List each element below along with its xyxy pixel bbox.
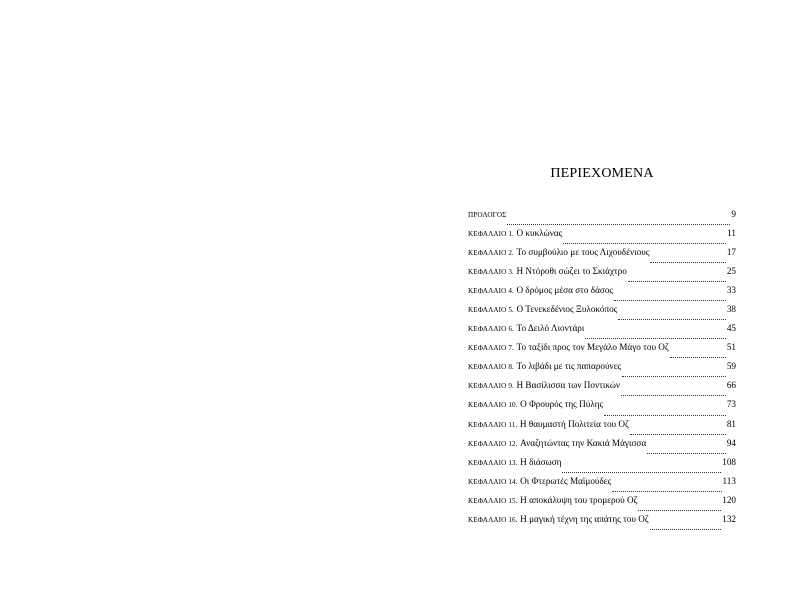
toc-entry-prefix: ΚΕΦΑΛΑΙΟ 4. bbox=[468, 287, 514, 296]
toc-entry-title: Η αποκάλυψη του τρομερού Οζ bbox=[520, 494, 638, 505]
toc-entry bbox=[468, 228, 736, 247]
toc-entry-page: 25 bbox=[726, 266, 736, 277]
toc-entry bbox=[468, 323, 736, 342]
toc-entry-title: Ο κυκλώνας bbox=[516, 228, 563, 239]
toc-entry bbox=[468, 266, 736, 285]
toc-entry-page: 59 bbox=[726, 361, 736, 372]
toc-entry-page: 38 bbox=[726, 304, 736, 315]
toc-entry-prefix: ΚΕΦΑΛΑΙΟ 2. bbox=[468, 249, 514, 258]
toc-entry-prefix: ΚΕΦΑΛΑΙΟ 7. bbox=[468, 344, 514, 353]
toc-entry-leader bbox=[622, 376, 726, 377]
toc-list bbox=[468, 209, 736, 533]
toc-entry-page: 81 bbox=[726, 418, 736, 429]
toc-entry bbox=[468, 304, 736, 323]
toc-entry-title: Αναζητώντας την Κακιά Μάγισσα bbox=[520, 437, 647, 448]
toc-entry-title: Το ταξίδι προς τον Μεγάλο Μάγο του Οζ bbox=[516, 342, 669, 353]
toc-entry-title: Το Δειλό Λιοντάρι bbox=[516, 323, 585, 334]
toc-entry bbox=[468, 209, 736, 228]
toc-entry-leader bbox=[614, 300, 726, 301]
toc-entry bbox=[468, 399, 736, 418]
toc-entry-prefix: ΚΕΦΑΛΑΙΟ 11. bbox=[468, 420, 518, 429]
toc-entry-page: 132 bbox=[722, 513, 736, 524]
toc-entry-prefix: ΚΕΦΑΛΑΙΟ 5. bbox=[468, 306, 514, 315]
toc-entry-page: 113 bbox=[722, 475, 736, 486]
toc-entry-leader bbox=[563, 243, 726, 244]
toc-entry-leader bbox=[604, 415, 726, 416]
toc-entry bbox=[468, 419, 736, 438]
toc-entry bbox=[468, 438, 736, 457]
toc-entry-leader bbox=[650, 262, 725, 263]
toc-entry-leader bbox=[638, 510, 721, 511]
toc-entry-title: Οι Φτερωτές Μαϊμούδες bbox=[520, 475, 612, 486]
toc-entry bbox=[468, 457, 736, 476]
toc-entry-leader bbox=[507, 224, 730, 225]
toc-entry bbox=[468, 285, 736, 304]
toc-entry-prefix: ΚΕΦΑΛΑΙΟ 8. bbox=[468, 363, 514, 372]
toc-entry-prefix: ΚΕΦΑΛΑΙΟ 10. bbox=[468, 401, 518, 410]
toc-entry-page: 66 bbox=[726, 380, 736, 391]
toc-entry-prefix: ΚΕΦΑΛΑΙΟ 1. bbox=[468, 230, 514, 239]
toc-heading: ΠΕΡΙΕΧΟΜΕΝΑ bbox=[550, 166, 654, 181]
toc-entry-title: Το λιβάδι με τις παπαρούνες bbox=[516, 361, 622, 372]
toc-entry-leader bbox=[647, 453, 726, 454]
toc-entry-title: Ο Τενεκεδένιος Ξυλοκόπος bbox=[516, 304, 618, 315]
toc-entry-title: Ο Φρουρός της Πύλης bbox=[520, 399, 604, 410]
toc-entry-page: 73 bbox=[726, 399, 736, 410]
toc-entry-leader bbox=[612, 491, 721, 492]
toc-entry-page: 11 bbox=[727, 228, 736, 239]
toc-entry-title: Το συμβούλιο με τους Λιχουδένιους bbox=[516, 247, 650, 258]
toc-entry-title: Ο δρόμος μέσα στο δάσος bbox=[516, 285, 614, 296]
toc-entry-leader bbox=[585, 338, 725, 339]
toc-entry-prefix: ΚΕΦΑΛΑΙΟ 15. bbox=[468, 496, 518, 505]
toc-entry-leader bbox=[650, 529, 722, 530]
toc-entry-title: Η θαυμαστή Πολιτεία του Οζ bbox=[519, 418, 629, 429]
toc-entry-page: 51 bbox=[726, 342, 736, 353]
toc-entry bbox=[468, 247, 736, 266]
toc-entry-prefix: ΚΕΦΑΛΑΙΟ 12. bbox=[468, 439, 518, 448]
toc-entry-prefix: ΚΕΦΑΛΑΙΟ 6. bbox=[468, 325, 514, 334]
toc-entry-prefix: ΠΡΟΛΟΓΟΣ bbox=[468, 211, 507, 219]
toc-entry-page: 9 bbox=[731, 209, 736, 219]
toc-entry bbox=[468, 514, 736, 533]
toc-entry-title: Η μαγική τέχνη της απάτης του Οζ bbox=[520, 513, 649, 524]
toc-entry-title: Η Βασίλισσα των Ποντικών bbox=[516, 380, 621, 391]
toc-entry-leader bbox=[618, 319, 726, 320]
toc-entry bbox=[468, 380, 736, 399]
toc-entry bbox=[468, 476, 736, 495]
toc-entry-page: 33 bbox=[726, 285, 736, 296]
toc-entry-prefix: ΚΕΦΑΛΑΙΟ 9. bbox=[468, 382, 514, 391]
toc-entry-title: Η διάσωση bbox=[520, 456, 562, 467]
toc-entry-page: 45 bbox=[726, 323, 736, 334]
toc-entry-leader bbox=[630, 434, 726, 435]
toc-entry-leader bbox=[670, 357, 726, 358]
toc-entry-leader bbox=[621, 395, 726, 396]
toc-entry-prefix: ΚΕΦΑΛΑΙΟ 13. bbox=[468, 458, 518, 467]
toc-entry-page: 17 bbox=[726, 247, 736, 258]
toc-entry bbox=[468, 342, 736, 361]
toc-entry bbox=[468, 361, 736, 380]
toc-entry-leader bbox=[628, 281, 726, 282]
toc-entry bbox=[468, 495, 736, 514]
toc-entry-prefix: ΚΕΦΑΛΑΙΟ 3. bbox=[468, 268, 514, 277]
toc-entry-leader bbox=[562, 472, 721, 473]
toc-entry-prefix: ΚΕΦΑΛΑΙΟ 16. bbox=[468, 515, 518, 524]
toc-entry-page: 108 bbox=[722, 456, 736, 467]
toc-entry-title: Η Ντόροθι σώζει το Σκιάχτρο bbox=[516, 266, 627, 277]
toc-entry-prefix: ΚΕΦΑΛΑΙΟ 14. bbox=[468, 477, 518, 486]
toc-entry-page: 94 bbox=[726, 437, 736, 448]
toc-entry-page: 120 bbox=[722, 494, 736, 505]
